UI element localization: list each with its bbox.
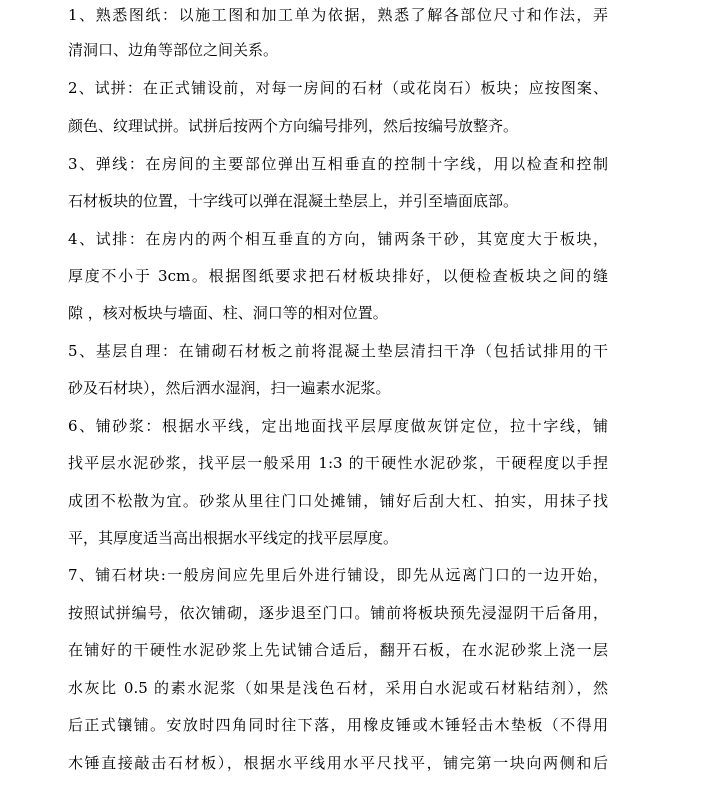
text-line: 6、铺砂浆：根据水平线，定出地面找平层厚度做灰饼定位，拉十字线，铺	[68, 417, 608, 435]
text-line: 5、基层自理：在铺砌石材板之前将混凝土垫层清扫干净（包括试排用的干	[68, 342, 608, 360]
text-line: 颜色、纹理试拼。试拼后按两个方向编号排列，然后按编号放整齐。	[68, 117, 519, 135]
text-line: 清洞口、边角等部位之间关系。	[68, 41, 279, 59]
text-line: 找平层水泥砂浆，找平层一般采用 1:3 的干硬性水泥砂浆，干硬程度以手捏	[68, 454, 608, 472]
text-line: 砂及石材块），然后洒水湿润，扫一遍素水泥浆。	[68, 379, 391, 397]
text-line: 7、铺石材块:一般房间应先里后外进行铺设，即先从远离门口的一边开始，	[68, 566, 608, 584]
text-line: 3、弹线：在房间的主要部位弹出互相垂直的控制十字线，用以检查和控制	[68, 155, 608, 173]
text-line: 后正式镶铺。安放时四角同时往下落，用橡皮锤或木锤轻击木垫板（不得用	[68, 716, 608, 734]
text-line: 平，其厚度适当高出根据水平线定的找平层厚度。	[68, 529, 399, 547]
text-line: 厚度不小于 3cm。根据图纸要求把石材板块排好，以便检查板块之间的缝	[68, 267, 608, 285]
text-line: 1、熟悉图纸：以施工图和加工单为依据，熟悉了解各部位尺寸和作法，弄	[68, 6, 608, 24]
text-line: 成团不松散为宜。砂浆从里往门口处摊铺，铺好后刮大杠、拍实，用抹子找	[68, 492, 608, 510]
text-line: 木锤直接敲击石材板），根据水平线用水平尺找平，铺完第一块向两侧和后	[68, 754, 608, 772]
text-line: 按照试拼编号，依次铺砌，逐步退至门口。铺前将板块预先浸湿阴干后备用，	[68, 604, 608, 622]
text-line: 4、试排：在房内的两个相互垂直的方向，铺两条干砂，其宽度大于板块，	[68, 230, 608, 248]
text-line: 2、试拼：在正式铺设前，对每一房间的石材（或花岗石）板块；应按图案、	[68, 79, 608, 97]
text-line: 隙 ，核对板块与墙面、柱、洞口等的相对位置。	[68, 304, 388, 322]
text-line: 水灰比 0.5 的素水泥浆（如果是浅色石材，采用白水泥或石材粘结剂），然	[68, 679, 608, 697]
text-line: 石材板块的位置，十字线可以弹在混凝土垫层上，并引至墙面底部。	[68, 192, 519, 210]
text-line: 在铺好的干硬性水泥砂浆上先试铺合适后，翻开石板，在水泥砂浆上浇一层	[68, 641, 608, 659]
